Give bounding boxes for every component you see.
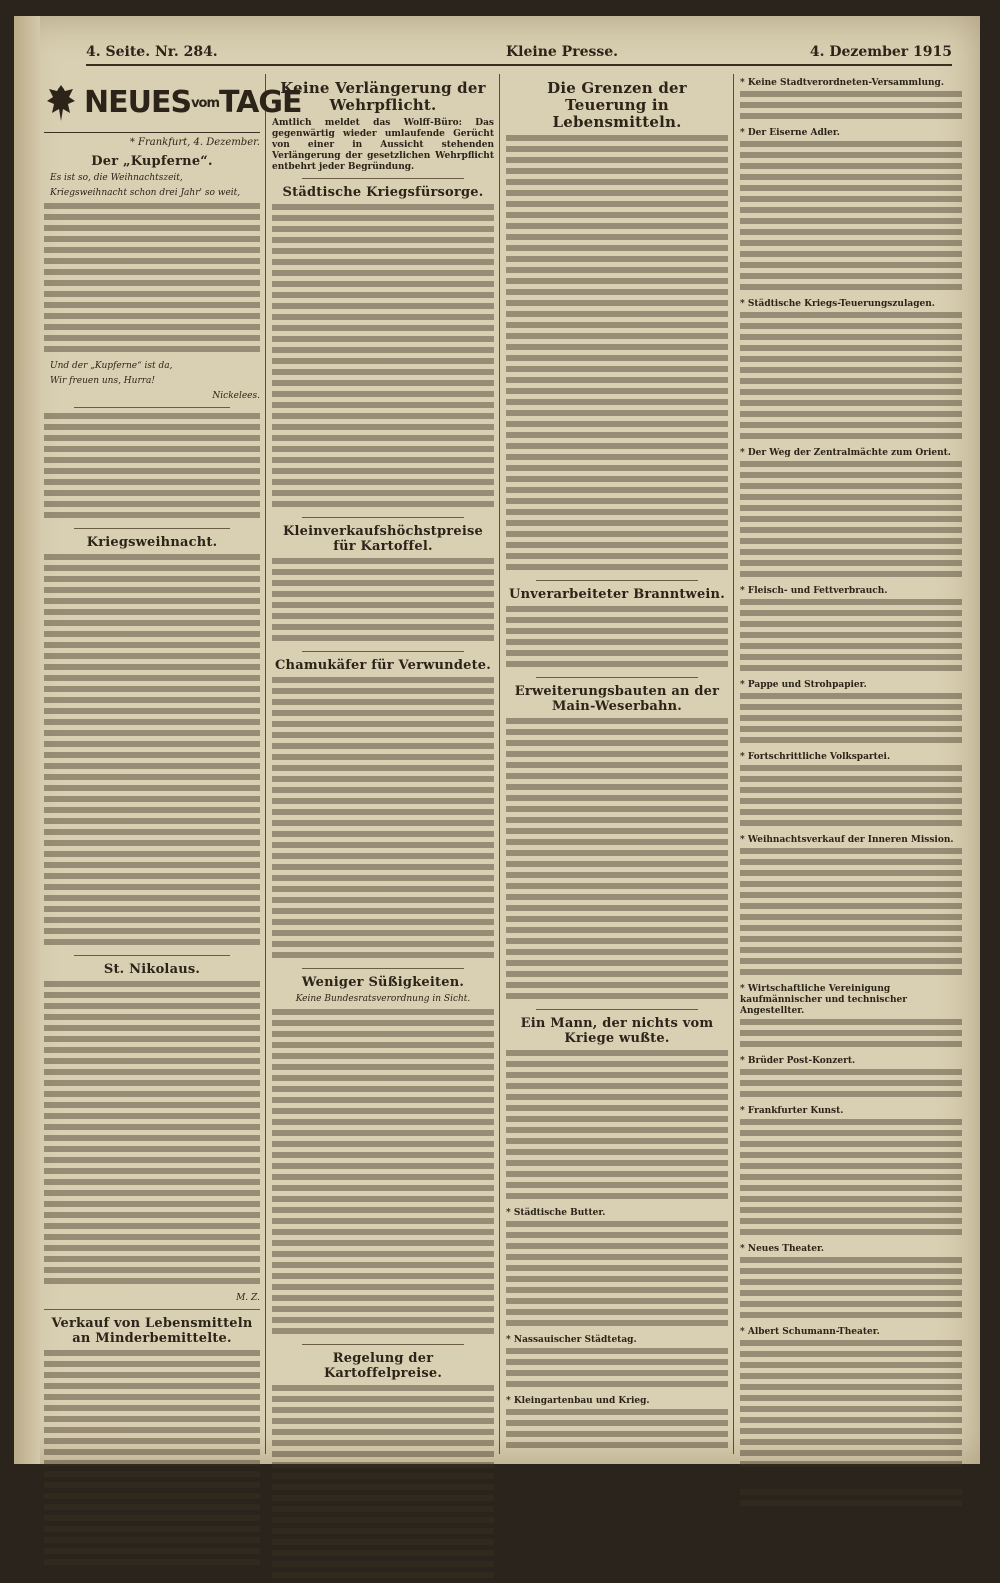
article-separator [302, 517, 464, 518]
notice-text-block [740, 312, 962, 444]
notice-text-block [740, 1019, 962, 1052]
article-headline: Regelung der Kartoffelpreise. [323, 1351, 443, 1381]
article-text-block [44, 554, 260, 950]
article-headline: Kleinverkaufshöchstpreise für Kartoffel. [283, 524, 483, 554]
notice-text-block [506, 1221, 728, 1331]
article-separator [536, 677, 698, 678]
notice-label: * Der Weg der Zentralmächte zum Orient. [740, 448, 951, 458]
column-3 [506, 74, 728, 1454]
notice-label: * Weihnachtsverkauf der Inneren Mission. [740, 835, 954, 845]
notice-label: * Fortschrittliche Volkspartei. [740, 752, 891, 762]
article-text-block [506, 135, 728, 575]
dateline: * Frankfurt, 4. Dezember. [129, 137, 260, 148]
notice-text-block [740, 141, 962, 295]
page-number-label: 4. Seite. Nr. 284. [86, 44, 218, 60]
notice-label: * Städtische Kriegs-Teuerungszulagen. [740, 299, 935, 309]
article-text-block [506, 606, 728, 672]
column-rule [733, 74, 734, 1454]
notice-label: * Kleingartenbau und Krieg. [506, 1396, 650, 1406]
article-headline: Verkauf von Lebensmitteln an Minderbemittelte. [51, 1316, 253, 1346]
article-headline: Die Grenzen der Teuerung in Lebensmitteln. [547, 79, 687, 131]
notice-text-block [740, 1119, 962, 1240]
article-separator [536, 1009, 698, 1010]
article-text-block [44, 1350, 260, 1570]
notice-text-block [740, 1257, 962, 1323]
article-headline: Keine Verlängerung der Wehrpflicht. [280, 79, 486, 114]
notice-text-block [740, 1069, 962, 1102]
article-separator [302, 1344, 464, 1345]
notice-text-block [740, 599, 962, 676]
notice-label: * Der Eiserne Adler. [740, 128, 840, 138]
article-separator [536, 580, 698, 581]
notice-text-block [740, 848, 962, 980]
article-headline: Kriegsweihnacht. [86, 535, 218, 550]
article-text-block [272, 1009, 494, 1339]
notice-label: * Wirtschaftliche Vereinigung kaufmännischer und technischer Angestellter. [740, 984, 907, 1016]
column-rule [265, 74, 266, 1454]
article-lead: Amtlich meldet das Wolff-Büro: Das gegenwärtig wieder umlaufende Gerücht von einer in Aussicht stehenden Verlängerung der gesetzlichen Wehrpflicht entbehrt jeder Begründung. [272, 118, 494, 172]
article-separator [302, 968, 464, 969]
notice-text-block [740, 765, 962, 831]
article-text-block [506, 718, 728, 1004]
article-subheadline: Keine Bundesratsverordnung in Sicht. [295, 994, 471, 1004]
notice-text-block [506, 1348, 728, 1392]
notice-text-block [740, 1489, 962, 1511]
article-text-block [272, 1385, 494, 1583]
article-headline: Chamukäfer für Verwundete. [275, 658, 491, 673]
issue-date: 4. Dezember 1915 [809, 44, 952, 60]
notice-label: * Nassauischer Städtetag. [506, 1335, 637, 1345]
paper-name: Kleine Presse. [506, 44, 619, 60]
notice-label: * Pappe und Strohpapier. [740, 680, 867, 690]
column-1 [44, 74, 302, 1454]
notice-label: * Albert Schumann-Theater. [740, 1327, 880, 1337]
article-separator [74, 955, 230, 956]
article-headline: Weniger Süßigkeiten. [301, 975, 465, 990]
article-headline: Der „Kupferne“. [91, 154, 213, 169]
poem-line: Kriegsweihnacht schon drei Jahr' so weit, [50, 188, 241, 198]
section-masthead [44, 74, 302, 133]
section-title [84, 85, 302, 120]
section-title-word-1: NEUES [84, 85, 192, 120]
notice-label: * Neues Theater. [740, 1244, 824, 1254]
notice-label: * Städtische Butter. [506, 1208, 606, 1218]
notice-label: * Keine Stadtverordneten-Versammlung. [740, 78, 944, 88]
section-title-word-2: vom [191, 96, 220, 111]
eagle-icon [44, 81, 78, 125]
page-header [86, 42, 952, 66]
article-separator [44, 1309, 260, 1310]
column-2 [272, 74, 494, 1454]
article-text-block [272, 677, 494, 963]
article-headline: Erweiterungsbauten an der Main-Weserbahn. [514, 684, 720, 714]
article-text-block [44, 413, 260, 523]
poem-line: Es ist so, die Weihnachtszeit, [50, 173, 183, 183]
article-separator [74, 407, 230, 408]
article-author: Nickelees. [212, 391, 260, 401]
notice-text-block [740, 1340, 962, 1472]
article-text-block [272, 204, 494, 512]
article-separator [302, 651, 464, 652]
newspaper-page [14, 16, 980, 1486]
poem-line: Und der „Kupferne“ ist da, [50, 361, 173, 371]
article-separator [74, 528, 230, 529]
column-4 [740, 74, 962, 1486]
notice-label: * Kellerbrand. [740, 1476, 812, 1486]
notice-text-block [506, 1409, 728, 1453]
article-headline: Städtische Kriegsfürsorge. [282, 185, 484, 200]
poem-line: Wir freuen uns, Hurra! [50, 376, 156, 386]
article-headline: St. Nikolaus. [103, 962, 201, 977]
binding-edge [14, 16, 40, 1464]
article-author: M. Z. [236, 1293, 260, 1303]
article-text-block [272, 558, 494, 646]
section-title-word-3: TAGE [219, 85, 302, 120]
notice-label: * Frankfurter Kunst. [740, 1106, 844, 1116]
article-text-block [44, 981, 260, 1289]
notice-label: * Fleisch- und Fettverbrauch. [740, 586, 888, 596]
article-text-block [506, 1050, 728, 1204]
article-headline: Ein Mann, der nichts vom Kriege wußte. [520, 1016, 714, 1046]
article-headline: Unverarbeiteter Branntwein. [509, 587, 725, 602]
notice-label: * Brüder Post-Konzert. [740, 1056, 856, 1066]
article-separator [302, 178, 464, 179]
notice-text-block [740, 693, 962, 748]
notice-text-block [740, 461, 962, 582]
column-rule [499, 74, 500, 1454]
poem-text-block [44, 203, 260, 357]
notice-text-block [740, 91, 962, 124]
